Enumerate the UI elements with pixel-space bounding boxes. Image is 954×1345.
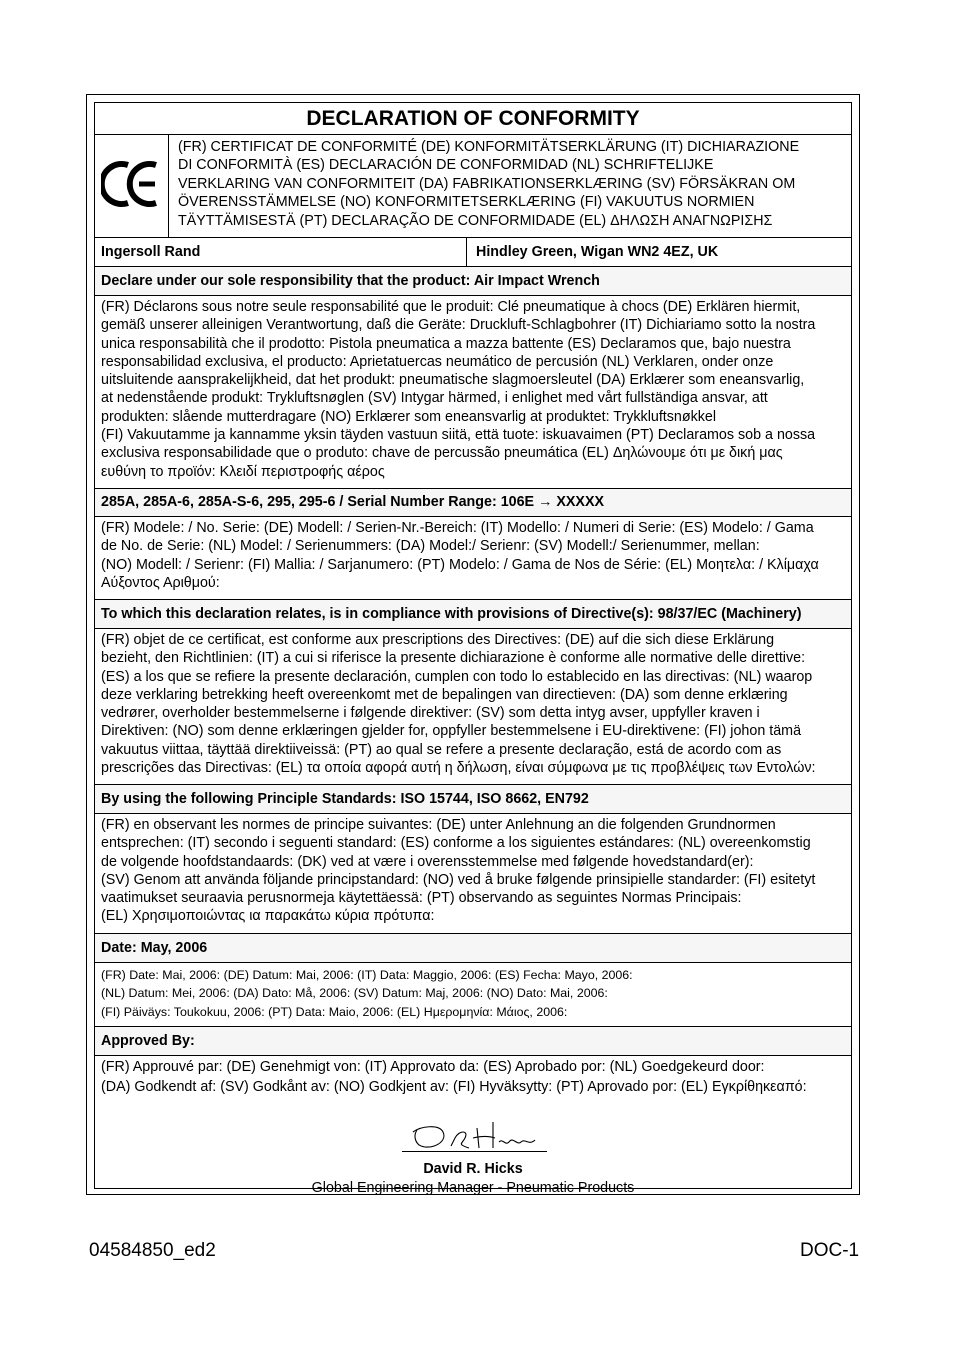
models-line: Αύξοντος Αριθμού: xyxy=(101,574,220,591)
product-header: Declare under our sole responsibility that the product: Air Impact Wrench xyxy=(95,267,851,296)
directive-line: bezieht, den Richtlinien: (IT) a cui si riferisce la presente dichiarazione è conforme alle normative delle direttive: xyxy=(101,650,806,667)
date-line: (NL) Datum: Mei, 2006: (DA) Dato: Må, 2006: (SV) Datum: Maj, 2006: (NO) Dato: Mai, 2006: xyxy=(101,986,608,1001)
date-translations xyxy=(95,963,851,1027)
signatory-title: Global Engineering Manager - Pneumatic Products xyxy=(311,1180,635,1196)
product-line: at nedenstående produkt: Trykluftsnøglen (SV) Intygar härmed, i enlighet med vårt fullständiga ansvar, att xyxy=(101,390,768,407)
standards-header: By using the following Principle Standards: ISO 15744, ISO 8662, EN792 xyxy=(95,785,851,814)
certificate-line: ÖVERENSSTÄMMELSE (NO) KONFORMITETSERKLÆRING (FI) VAKUUTUS NORMIEN xyxy=(178,194,755,211)
directive-translations xyxy=(95,629,851,785)
signature-line xyxy=(402,1151,547,1152)
standards-line: (FR) en observant les normes de principe suivantes: (DE) unter Anlehnung an die folgenden Grundnormen xyxy=(101,817,776,833)
product-line: uitsluitende aansprakelijkheid, dat het produkt: pneumatische slagmoersleutel (DA) Erklærer som eneansvarlig, xyxy=(101,372,805,389)
page-label: DOC-1 xyxy=(800,1240,860,1261)
signature-image xyxy=(407,1116,547,1156)
manufacturer-row xyxy=(95,238,851,267)
product-line: unica responsabilità che il prodotto: Pistola pneumatica a mazza battente (ES) Declaramos que, bajo nuestra xyxy=(101,335,791,352)
manufacturer-name: Ingersoll Rand xyxy=(95,238,467,266)
product-line: gemäß unserer alleinigen Verantwortung, daß die Geräte: Druckluft-Schlagbohrer (IT) Dichiariamo sotto la nostra xyxy=(101,317,816,334)
standards-translations xyxy=(95,814,851,934)
product-translations xyxy=(95,296,851,489)
date-line: (FR) Date: Mai, 2006: (DE) Datum: Mai, 2006: (IT) Data: Maggio, 2006: (ES) Fecha: Mayo, 2006: xyxy=(101,968,633,982)
certificate-row xyxy=(95,135,851,238)
standards-line: entsprechen: (IT) secondo i seguenti standard: (ES) conforme a los siguientes estándares: (NL) overeenkomstig xyxy=(101,835,811,852)
models-line: (FR) Modele: / No. Serie: (DE) Modell: / Serien-Nr.-Bereich: (IT) Modello: / Numeri di Serie: (ES) Modelo: / Gama xyxy=(101,520,814,536)
directive-line: prescrições das Directivas: (EL) τα οποία αφορά αυτή η δήλωση, είναι σύμφωνα με τις προβλέψεις των Εντολών: xyxy=(101,760,816,777)
directive-line: vedrører, overholder bestemmelserne i følgende direktiver: (SV) som detta intyg avser, uppfyller kraven i xyxy=(101,705,760,722)
standards-line: (SV) Genom att använda följande principstandard: (NO) ved å bruke følgende prinsipielle standarder: (FI) esitetyt xyxy=(101,871,816,888)
page-title: DECLARATION OF CONFORMITY xyxy=(95,103,851,135)
approval-section xyxy=(95,1056,851,1200)
models-line: de No. de Serie: (NL) Model: / Serienummers: (DA) Model:/ Serienr: (SV) Modell:/ Serienummer, mellan: xyxy=(101,538,760,555)
date-header: Date: May, 2006 xyxy=(95,934,851,963)
directive-line: vakuutus viittaa, täyttää direktiiveissä: (PT) ao qual se refere a presente declaração, está de acordo com as xyxy=(101,741,782,758)
models-translations xyxy=(95,517,851,600)
ce-mark-cell xyxy=(95,135,169,237)
product-line: produkten: slående mutterdragare (NO) Erklærer som eneansvarlig at produktet: Trykkluftsnøkkel xyxy=(101,408,717,425)
directive-header: To which this declaration relates, is in compliance with provisions of Directive(s): 98/37/EC (Machinery) xyxy=(95,600,851,629)
approved-line: (DA) Godkendt af: (SV) Godkånt av: (NO) Godkjent av: (FI) Hyväksytty: (PT) Aprovado por: (EL) Εγκρίθηκεαπό: xyxy=(101,1078,807,1095)
standards-line: de volgende hoofdstandaards: (DK) ved at være i overensstemmelse med følgende hovedstandard(er): xyxy=(101,853,754,870)
signatory-name: David R. Hicks xyxy=(423,1161,523,1177)
manufacturer-address: Hindley Green, Wigan WN2 4EZ, UK xyxy=(476,244,719,260)
certificate-line: (FR) CERTIFICAT DE CONFORMITÉ (DE) KONFORMITÄTSERKLÄRUNG (IT) DICHIARAZIONE xyxy=(178,139,800,155)
declaration-frame xyxy=(94,102,852,1196)
standards-line: vaatimukset seuraavia perusnormeja käytettäessä: (PT) observando as seguintes Normas Principais: xyxy=(101,890,742,907)
product-line: (FI) Vakuutamme ja kannamme yksin täyden vastuun siitä, että tuote: iskuavaimen (PT) Declaramos sob a nossa xyxy=(101,427,816,444)
product-line: exclusiva responsabilidade que o produto: chave de percussão pneumática (EL) Δηλώνουμε ότι με δική μας xyxy=(101,445,783,462)
certificate-translations xyxy=(169,135,851,237)
approved-translations xyxy=(95,1056,851,1097)
approved-header: Approved By: xyxy=(95,1027,851,1056)
directive-line: Direktiven: (NO) som denne erklæringen gjelder for, oppfyller bestemmelsene i EU-direktivene: (FI) johon tämä xyxy=(101,723,802,740)
product-line: ευθύνη το προϊόν: Κλειδί περιστροφής αέρος xyxy=(101,463,385,480)
models-line: (NO) Modell: / Serienr: (FI) Mallia: / Sarjanumero: (PT) Modelo: / Gama de Nos de Série: (EL) Μοητελα: / Κλίμαχα xyxy=(101,556,819,573)
certificate-line: DI CONFORMITÀ (ES) DECLARACIÓN DE CONFORMIDAD (NL) SCHRIFTELIJKE xyxy=(178,157,714,174)
directive-line: (ES) a los que se refiere la presente declaración, cumplen con todo lo establecido en las directivas: (NL) waarop xyxy=(101,668,813,685)
date-line: (FI) Päiväys: Toukokuu, 2006: (PT) Data: Maio, 2006: (EL) Ημερομηνία: Μάιος, 2006: xyxy=(101,1004,568,1019)
product-line: (FR) Déclarons sous notre seule responsabilité que le produit: Clé pneumatique à chocs (DE) Erklären hiermit, xyxy=(101,299,801,315)
approved-line: (FR) Approuvé par: (DE) Genehmigt von: (IT) Approvato da: (ES) Aprobado por: (NL) Goedgekeurd door: xyxy=(101,1059,765,1075)
product-line: responsabilidad exclusiva, el producto: Aprietatuercas neumático de percusión (NL) Verklaren, onder onze xyxy=(101,353,774,370)
ce-mark-icon xyxy=(101,159,161,209)
document-number: 04584850_ed2 xyxy=(89,1240,216,1261)
models-header: 285A, 285A-6, 285A-S-6, 295, 295-6 / Serial Number Range: 106E → XXXXX xyxy=(95,489,851,517)
directive-line: (FR) objet de ce certificat, est conforme aux prescriptions des Directives: (DE) auf die sich diese Erklärung xyxy=(101,632,775,648)
directive-line: deze verklaring betrekking heeft overeenkomt met de bepalingen van directieven: (DA) som denne erklæring xyxy=(101,686,788,703)
certificate-line: TÄYTTÄMISESTÄ (PT) DECLARAÇÃO DE CONFORMIDADE (EL) ΔΗΛΩΣΗ ΑΝΑΓΝΩΡΙΣΗΣ xyxy=(178,212,773,229)
certificate-line: VERKLARING VAN CONFORMITEIT (DA) FABRIKATIONSERKLÆRING (SV) FÖRSÄKRAN OM xyxy=(178,175,796,192)
standards-line: (EL) Χρησιμοποιώντας ια παρακάτω κύρια πρότυπα: xyxy=(101,908,435,925)
